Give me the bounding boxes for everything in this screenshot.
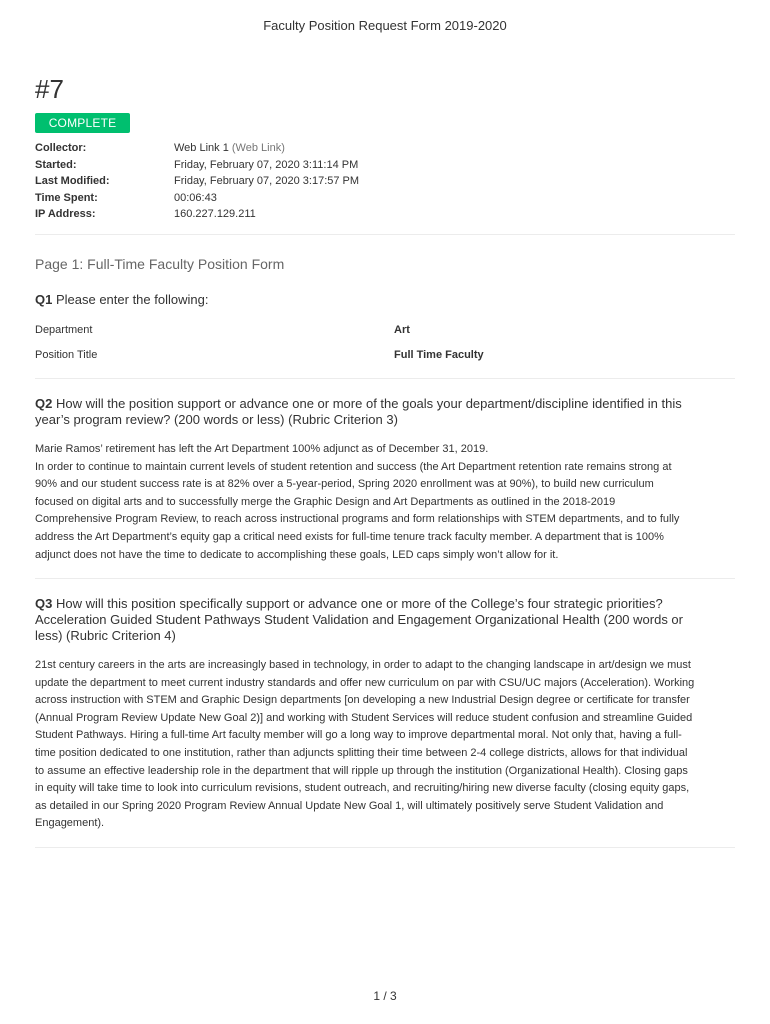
- meta-row-started: [35, 157, 359, 174]
- meta-value: 00:06:43: [174, 191, 217, 204]
- question-3-answer: 21st century careers in the arts are increasingly based in technology, in order to adapt to the changing landscape in art/design we must update the department to meet current industry standards and offer new curriculum on par with CSU/UC majors (Acceleration). Working across instruction with STEM and Graphic Design departments [on developing a new Industrial Design degree or certificate for transfer (Annual Program Review Update New Goal 2)] and working with Student Services will reduce student confusion and streamline Guided Student Pathways. Hiring a full-time Art faculty member will go a long way to improve departmental moral. Not only that, having a full- time position dedicated to one institution, rather than adjuncts splitting their time between 2-4 college districts, allows for that individual to assume an effective leadership role in the department that will ripple up through the institution (Organizational Health). Closing gaps in equity will take time to look into curriculum revisions, student outreach, and recruiting/hiring new diverse faculty (closing equity gaps, as detailed in our Spring 2020 Program Review Annual Update New Goal 1, will ultimately positively serve Student Validation and Engagement).: [35, 659, 695, 830]
- page-heading: Page 1: Full-Time Faculty Position Form: [35, 256, 285, 272]
- meta-key: Started:: [35, 158, 77, 171]
- divider: [35, 378, 735, 379]
- status-badge: COMPLETE: [35, 113, 130, 133]
- answer-label: Position Title: [35, 349, 98, 361]
- document-title: Faculty Position Request Form 2019-2020: [263, 18, 507, 33]
- meta-key: Last Modified:: [35, 175, 110, 188]
- page-number: 1 / 3: [373, 989, 397, 1003]
- response-metadata: [35, 140, 359, 223]
- question-1-title: Q1 Please enter the following:: [35, 292, 209, 307]
- answer-value: Full Time Faculty: [394, 349, 484, 361]
- meta-row-last-modified: [35, 173, 359, 190]
- answer-label: Department: [35, 324, 93, 336]
- meta-value: Friday, February 07, 2020 3:11:14 PM: [174, 158, 359, 171]
- response-number: #7: [35, 74, 64, 104]
- divider: [35, 847, 735, 848]
- meta-value: 160.227.129.211: [174, 208, 256, 221]
- divider: [35, 578, 735, 579]
- meta-key: IP Address:: [35, 208, 96, 221]
- question-3-title: Q3 How will this position specifically support or advance one or more of the College’s four strategic priorities? Acceleration Guided Student Pathways Student Validation and Engagement Organizational Health (200 words or less) (Rubric Criterion 4): [35, 596, 683, 643]
- meta-value: Web Link 1 (Web Link): [174, 142, 285, 154]
- answer-row-position-title: [35, 347, 735, 372]
- question-1-answers: [35, 322, 735, 372]
- meta-value: Friday, February 07, 2020 3:17:57 PM: [174, 175, 360, 188]
- meta-row-ip-address: [35, 206, 359, 223]
- divider: [35, 234, 735, 235]
- meta-key: Time Spent:: [35, 191, 98, 204]
- question-2-title: Q2 How will the position support or advance one or more of the goals your department/discipline identified in this year’s program review? (200 words or less) (Rubric Criterion 3): [35, 396, 682, 427]
- answer-value: Art: [394, 324, 410, 336]
- answer-row-department: [35, 322, 735, 347]
- meta-row-time-spent: [35, 190, 359, 207]
- question-2-answer: Marie Ramos’ retirement has left the Art Department 100% adjunct as of December 31, 2019. In order to continue to maintain current levels of student retention and success (the Art Department retention rate remains strong at 90% and our student success rate is at 82% over a 5-year-period, Spring 2020 enrollment was at 90%), to build new curriculum focused on digital arts and to successfully merge the Graphic Design and Art Departments as outlined in the 2018-2019 Comprehensive Program Review, to reach across instructional programs and form relationships with STEM departments, and to fully address the Art Department’s equity gap a critical need exists for full-time tenure track faculty member. A department that is 100% adjunct does not have the time to dedicate to accomplishing these goals, LED caps simply won’t allow for it.: [35, 443, 680, 561]
- meta-key: Collector:: [35, 142, 87, 154]
- meta-row-collector: [35, 140, 359, 157]
